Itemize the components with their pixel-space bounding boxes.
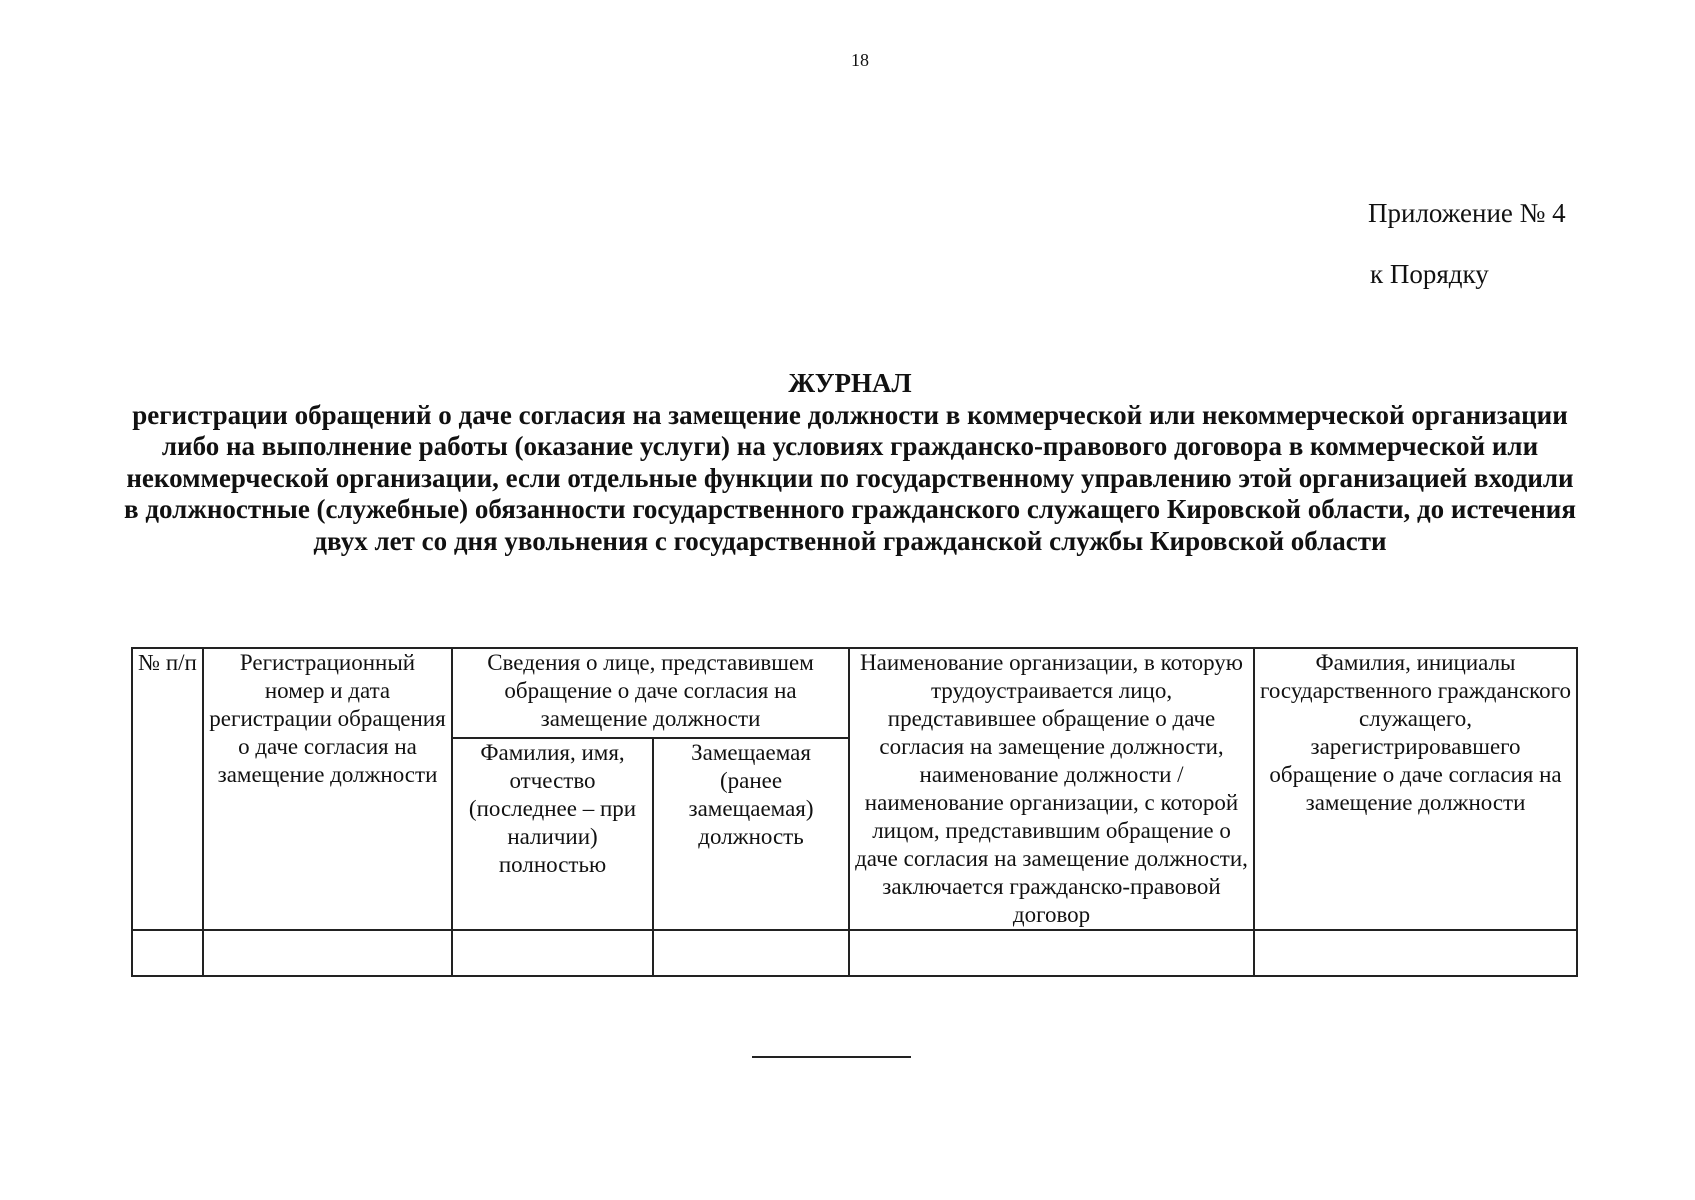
- page-number: 18: [851, 50, 869, 70]
- appendix-note: [1368, 200, 1566, 288]
- table-cell: [132, 930, 203, 976]
- header-full-name: Фамилия, имя, отчество (последнее – при наличии) полностью: [452, 738, 653, 930]
- appendix-line-2: к Порядку: [1370, 259, 1489, 289]
- header-registration-number: Регистрационный номер и дата регистрации обращения о даче согласия на замещение должности: [203, 648, 452, 930]
- document-title: [120, 368, 1580, 557]
- header-position: Замещаемая (ранее замещаемая) должность: [653, 738, 849, 930]
- header-registrar: Фамилия, инициалы государственного гражданского служащего, зарегистрировавшего обращение о даче согласия на замещение должности: [1254, 648, 1577, 930]
- title-body: регистрации обращений о даче согласия на замещение должности в коммерческой или некоммерческой организации либо на выполнение работы (оказание услуги) на условиях гражданско-правового договора в коммерческой или некоммерческой организации, если отдельные функции по государственному управлению этой организацией входили в должностные (служебные) обязанности государственного гражданского служащего Кировской области, до истечения двух лет со дня увольнения с государственной гражданской службы Кировской области: [124, 399, 1576, 556]
- table-cell: [203, 930, 452, 976]
- header-person-info: Сведения о лице, представившем обращение о даче согласия на замещение должности: [452, 648, 849, 738]
- table-cell: [653, 930, 849, 976]
- appendix-line-1: Приложение № 4: [1368, 198, 1566, 228]
- end-divider: [752, 1056, 911, 1058]
- header-number: № п/п: [132, 648, 203, 930]
- table-row: [132, 930, 1577, 976]
- table-cell: [849, 930, 1254, 976]
- header-organization: Наименование организации, в которую трудоустраивается лицо, представившее обращение о даче согласия на замещение должности, наименование должности / наименование организации, с которой лицом, представившим обращение о даче согласия на замещение должности, заключается гражданско-правовой договор: [849, 648, 1254, 930]
- table-cell: [452, 930, 653, 976]
- journal-table: [131, 647, 1578, 977]
- table-cell: [1254, 930, 1577, 976]
- title-heading: ЖУРНАЛ: [788, 368, 912, 398]
